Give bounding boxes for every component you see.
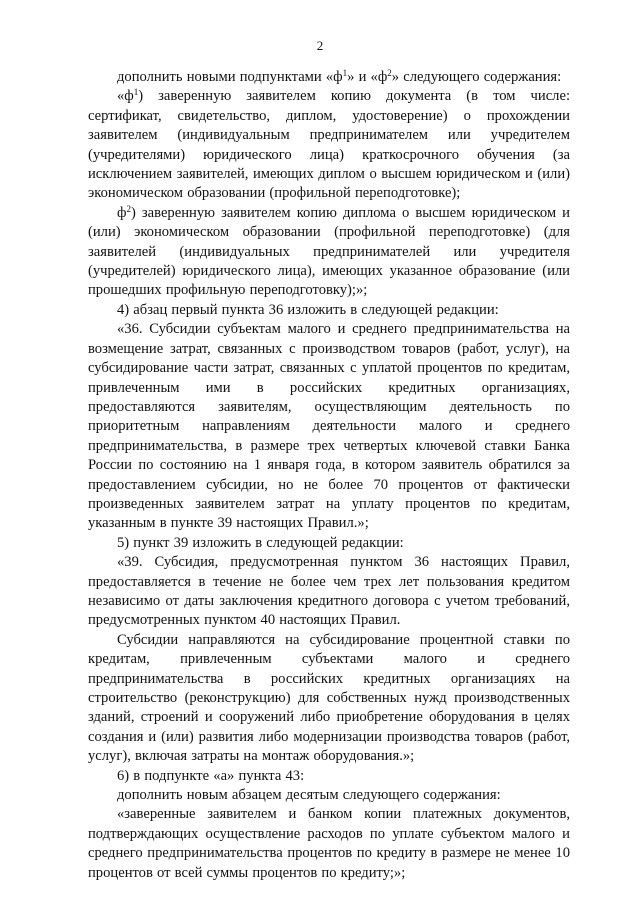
text-fragment: ) заверенную заявителем копию диплома о высшем юридическом и (или) экономическом образовании (профильной переподготовке) (для заявителей (индивидуальных предпринимателей или учредителя (учредителей) юридического лица), имеющих указанное образование (или прошедших профильную переподготовку);»;: [88, 204, 570, 299]
paragraph-clause-39: «39. Субсидия, предусмотренная пунктом 36 настоящих Правил, предоставляется в течение не более чем трех лет пользования кредитом независимо от даты заключения кредитного договора с учетом требований, предусмотренных пунктом 40 настоящих Правил.: [88, 554, 570, 629]
paragraph-payment-docs: «заверенные заявителем и банком копии платежных документов, подтверждающих осуществление расходов по уплате субъектом малого и среднего предпринимательства процентов по кредиту в размере не менее 10 процентов от всей суммы процентов по кредиту;»;: [88, 806, 570, 881]
text-fragment: ) заверенную заявителем копию документа (в том числе: сертификат, свидетельство, диплом, удостоверение) о прохождении заявителем (индивидуальным предпринимателем или учредителем (учредителями) юридического лица) краткосрочного обучения (за исключением заявителей, имеющих диплом о высшем юридическом и (или) экономическом образовании (профильной переподготовке);: [88, 88, 570, 202]
paragraph-item-6: 6) в подпункте «а» пункта 43:: [117, 767, 305, 784]
text-fragment: » следующего содержания:: [391, 69, 562, 85]
paragraph-add-subitems: [88, 68, 570, 87]
text-fragment: «ф: [117, 88, 134, 105]
paragraph-item-5: 5) пункт 39 изложить в следующей редакции:: [117, 534, 404, 551]
text-fragment: » и «ф: [347, 69, 388, 85]
text-fragment: ф: [117, 204, 127, 221]
paragraph-subitem-f1: [88, 87, 570, 203]
paragraph-subitem-f2: [88, 204, 570, 301]
paragraph-add-abzac: дополнить новым абзацем десятым следующего содержания:: [117, 787, 501, 804]
paragraph-item-4: 4) абзац первый пункта 36 изложить в следующей редакции:: [117, 301, 499, 318]
superscript: 2: [387, 68, 392, 78]
superscript: 2: [126, 203, 131, 214]
paragraph-subsidy-direction: Субсидии направляются на субсидирование процентной ставки по кредитам, привлеченным субъектами малого и среднего предпринимательства в российских кредитных организациях на строительство (реконструкцию) для собственных нужд производственных зданий, строений и сооружений либо приобретение оборудования в целях создания и (или) развития либо модернизации производства товаров (работ, услуг), включая затраты на монтаж оборудования.»;: [88, 631, 570, 765]
page-number: 2: [316, 38, 324, 53]
paragraph-clause-36: «36. Субсидии субъектам малого и среднего предпринимательства на возмещение затрат, связанных с производством товаров (работ, услуг), на субсидирование части затрат, связанных с уплатой процентов по кредитам, привлеченным ими в российских кредитных организациях, предоставляются заявителям, осуществляющим деятельность по приоритетным направлениям деятельности малого и среднего предпринимательства, в размере трех четвертых ключевой ставки Банка России по состоянию на 1 января года, в котором заявитель обратился за предоставлением субсидии, но не более 70 процентов от фактически произведенных заявителем затрат на уплату процентов по кредитам, указанным в пункте 39 настоящих Правил.»;: [88, 321, 570, 532]
text-fragment: дополнить новыми подпунктами «ф: [117, 69, 343, 85]
superscript: 1: [342, 68, 348, 78]
superscript: 1: [133, 87, 139, 98]
document-body: [88, 68, 570, 883]
